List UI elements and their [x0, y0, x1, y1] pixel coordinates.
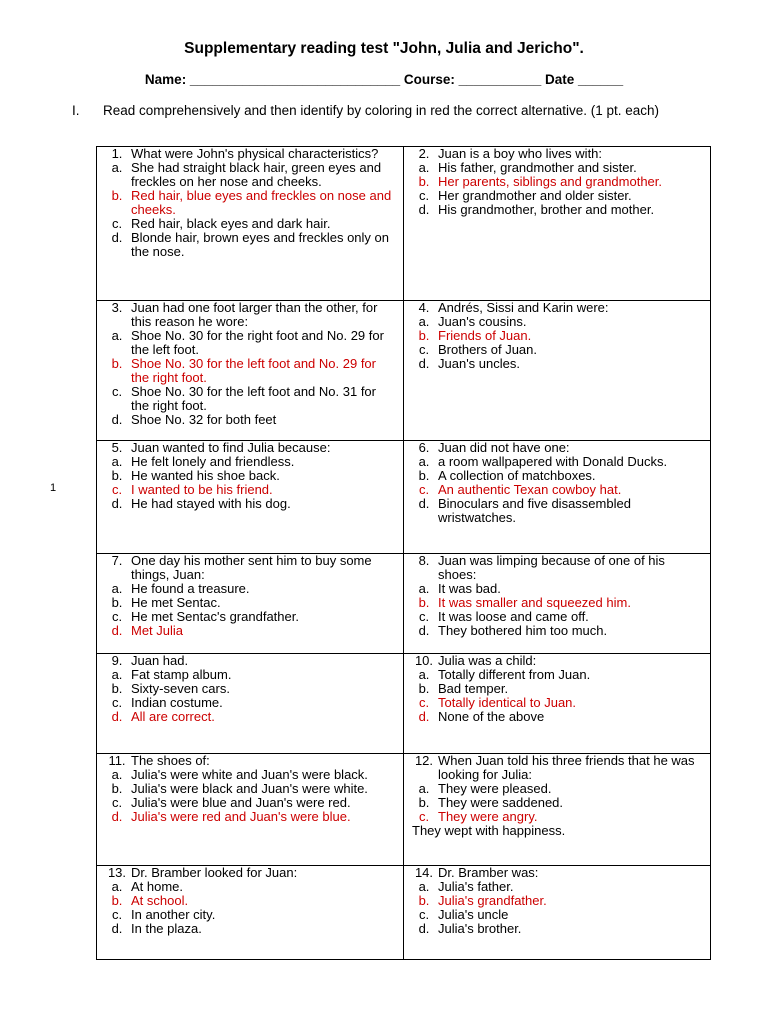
question-row [97, 554, 711, 654]
question-text: When Juan told his three friends that he was looking for Julia: [438, 753, 695, 782]
question-stem [410, 441, 704, 455]
option-label: a. [418, 581, 430, 596]
option-text: Shoe No. 30 for the left foot and No. 29 for the right foot. [131, 356, 376, 385]
answer-option [103, 596, 397, 610]
option-text: a room wallpapered with Donald Ducks. [438, 454, 668, 469]
option-text: His grandmother, brother and mother. [438, 202, 655, 217]
option-label: a. [111, 160, 123, 175]
option-text: Bad temper. [438, 681, 509, 696]
option-text: Red hair, black eyes and dark hair. [131, 216, 331, 231]
question-number: 11. [108, 753, 126, 768]
answer-option [410, 175, 704, 189]
option-text: Julia's brother. [438, 921, 522, 936]
option-label: d. [418, 623, 430, 638]
option-label: d. [418, 921, 430, 936]
answer-option [410, 483, 704, 497]
answer-option [103, 796, 397, 810]
question-number: 9. [111, 653, 123, 668]
option-label: d. [111, 921, 123, 936]
question-cell-9 [97, 654, 404, 754]
option-text: They were angry. [438, 809, 538, 824]
questions-table-body [97, 147, 711, 960]
option-text: Totally different from Juan. [438, 667, 591, 682]
option-text: Sixty-seven cars. [131, 681, 230, 696]
option-label: a. [418, 314, 430, 329]
question-number: 5. [111, 440, 123, 455]
questions-table [96, 146, 711, 960]
answer-option [410, 894, 704, 908]
question-text: Julia was a child: [438, 653, 537, 668]
option-label: b. [111, 468, 123, 483]
question-number: 8. [418, 553, 430, 568]
answer-option [103, 385, 397, 413]
question-cell-1 [97, 147, 404, 301]
option-label: c. [111, 695, 123, 710]
option-label: c. [418, 695, 430, 710]
option-text: Friends of Juan. [438, 328, 532, 343]
option-label: d. [418, 356, 430, 371]
question-cell-13 [97, 866, 404, 960]
option-text: Julia's grandfather. [438, 893, 547, 908]
question-stem [103, 866, 397, 880]
option-label: a. [418, 667, 430, 682]
answer-option [103, 610, 397, 624]
question-stem [103, 301, 397, 329]
option-text: They were saddened. [438, 795, 564, 810]
question-text: Juan had one foot larger than the other, for this reason he wore: [131, 300, 378, 329]
document-title: Supplementary reading test "John, Julia and Jericho". [184, 40, 584, 57]
option-text: Shoe No. 30 for the left foot and No. 31 for the right foot. [131, 384, 376, 413]
question-cell-2 [404, 147, 711, 301]
option-text: His father, grandmother and sister. [438, 160, 637, 175]
option-text: Julia's uncle [438, 907, 509, 922]
option-label: a. [418, 879, 430, 894]
answer-option [103, 624, 397, 638]
option-text: He had stayed with his dog. [131, 496, 291, 511]
option-label: a. [111, 767, 123, 782]
answer-option [410, 189, 704, 203]
question-number: 13. [107, 865, 127, 880]
option-text: Binoculars and five disassembled wristwatches. [438, 496, 631, 525]
question-stem [103, 754, 397, 768]
option-label: a. [111, 454, 123, 469]
option-label: b. [418, 174, 430, 189]
question-text: Juan was limping because of one of his shoes: [438, 553, 665, 582]
answer-option [410, 343, 704, 357]
answer-option [103, 894, 397, 908]
question-stem [410, 754, 704, 782]
option-text: At home. [131, 879, 184, 894]
answer-option [103, 497, 397, 511]
answer-option [410, 796, 704, 810]
option-label: b. [418, 328, 430, 343]
option-text: Julia's were black and Juan's were white. [131, 781, 368, 796]
option-text: Her grandmother and older sister. [438, 188, 632, 203]
option-label: b. [111, 595, 123, 610]
option-text: He found a treasure. [131, 581, 250, 596]
option-label: b. [111, 893, 123, 908]
question-row [97, 866, 711, 960]
option-label: b. [418, 595, 430, 610]
answer-option [410, 161, 704, 175]
option-label: c. [418, 188, 430, 203]
option-label: d. [111, 412, 123, 427]
option-label: b. [418, 795, 430, 810]
option-text: He met Sentac. [131, 595, 221, 610]
option-label: a. [111, 328, 123, 343]
option-label: a. [111, 879, 123, 894]
option-label: d. [418, 202, 430, 217]
answer-option [410, 455, 704, 469]
question-text: Juan did not have one: [438, 440, 570, 455]
option-label: b. [418, 681, 430, 696]
answer-option [103, 329, 397, 357]
option-text: Blonde hair, brown eyes and freckles only on the nose. [131, 230, 389, 259]
option-label: b. [111, 188, 123, 203]
question-cell-5 [97, 441, 404, 554]
option-label: d. [418, 496, 430, 511]
option-extra-text: They wept with happiness. [412, 823, 566, 838]
answer-option [103, 682, 397, 696]
question-row [97, 754, 711, 866]
option-label: b. [111, 356, 123, 371]
question-text: Dr. Bramber was: [438, 865, 539, 880]
question-cell-12 [404, 754, 711, 866]
question-row [97, 147, 711, 301]
option-label: d. [111, 496, 123, 511]
question-number: 6. [418, 440, 430, 455]
question-number: 1. [111, 146, 123, 161]
question-stem [410, 866, 704, 880]
option-text: In the plaza. [131, 921, 202, 936]
option-text: It was loose and came off. [438, 609, 589, 624]
answer-option [103, 469, 397, 483]
option-label: b. [111, 781, 123, 796]
option-label: c. [418, 809, 430, 824]
question-stem [103, 654, 397, 668]
option-label: c. [418, 342, 430, 357]
option-label: d. [111, 230, 123, 245]
question-cell-6 [404, 441, 711, 554]
answer-option [103, 455, 397, 469]
option-text: Shoe No. 30 for the right foot and No. 29 for the left foot. [131, 328, 384, 357]
option-text: It was smaller and squeezed him. [438, 595, 631, 610]
question-stem [410, 301, 704, 315]
answer-option [103, 357, 397, 385]
answer-option [410, 922, 704, 936]
question-text: One day his mother sent him to buy some things, Juan: [131, 553, 372, 582]
option-label: c. [111, 907, 123, 922]
answer-option [410, 782, 704, 796]
question-stem [103, 441, 397, 455]
answer-option [103, 161, 397, 189]
option-label: a. [111, 667, 123, 682]
answer-option [103, 710, 397, 724]
question-text: Juan had. [131, 653, 189, 668]
option-text: I wanted to be his friend. [131, 482, 273, 497]
answer-option [410, 710, 704, 724]
answer-option [410, 810, 704, 824]
answer-option [103, 189, 397, 217]
option-text: He met Sentac's grandfather. [131, 609, 299, 624]
option-label: c. [111, 384, 123, 399]
answer-option [103, 810, 397, 824]
option-text: Indian costume. [131, 695, 223, 710]
option-text: Julia's were blue and Juan's were red. [131, 795, 351, 810]
option-text: Shoe No. 32 for both feet [131, 412, 277, 427]
question-number: 10. [414, 653, 434, 668]
answer-option [410, 315, 704, 329]
answer-option [103, 922, 397, 936]
option-text: He felt lonely and friendless. [131, 454, 295, 469]
option-text: A collection of matchboxes. [438, 468, 596, 483]
answer-option [103, 696, 397, 710]
question-stem [410, 654, 704, 668]
option-label: c. [111, 609, 123, 624]
option-text: Julia's were white and Juan's were black. [131, 767, 368, 782]
option-text: Her parents, siblings and grandmother. [438, 174, 663, 189]
answer-option [103, 668, 397, 682]
option-text: They were pleased. [438, 781, 552, 796]
answer-option [103, 768, 397, 782]
instruction-text: Read comprehensively and then identify by coloring in red the correct alternative. (1 pt. each) [103, 103, 660, 118]
answer-option [103, 231, 397, 259]
question-text: The shoes of: [131, 753, 210, 768]
question-stem [410, 554, 704, 582]
answer-option [410, 682, 704, 696]
question-number: 4. [418, 300, 430, 315]
option-label: a. [418, 160, 430, 175]
option-text: An authentic Texan cowboy hat. [438, 482, 622, 497]
option-label: b. [418, 468, 430, 483]
answer-option [410, 908, 704, 922]
answer-option [410, 582, 704, 596]
answer-option [410, 357, 704, 371]
option-text: Totally identical to Juan. [438, 695, 577, 710]
question-text: Juan wanted to find Julia because: [131, 440, 331, 455]
option-text: All are correct. [131, 709, 215, 724]
option-text: In another city. [131, 907, 216, 922]
page-number: 1 [50, 482, 57, 494]
option-text: He wanted his shoe back. [131, 468, 280, 483]
answer-option [103, 413, 397, 427]
question-number: 2. [418, 146, 430, 161]
option-label: d. [111, 809, 123, 824]
question-row [97, 441, 711, 554]
answer-option [410, 880, 704, 894]
option-label: c. [418, 609, 430, 624]
question-cell-4 [404, 301, 711, 441]
option-label: c. [111, 216, 123, 231]
question-number: 14. [414, 865, 434, 880]
option-label: d. [111, 623, 123, 638]
option-label: d. [111, 709, 123, 724]
question-cell-14 [404, 866, 711, 960]
answer-option [103, 217, 397, 231]
option-text: Juan's cousins. [438, 314, 527, 329]
answer-option [410, 624, 704, 638]
option-text: Met Julia [131, 623, 184, 638]
answer-option [410, 497, 704, 525]
option-text: Brothers of Juan. [438, 342, 537, 357]
answer-option [410, 329, 704, 343]
option-text: Juan's uncles. [438, 356, 520, 371]
option-label: c. [111, 482, 123, 497]
option-text: Red hair, blue eyes and freckles on nose and cheeks. [131, 188, 392, 217]
answer-option [103, 908, 397, 922]
option-text: At school. [131, 893, 189, 908]
option-text: Julia's father. [438, 879, 514, 894]
option-label: c. [418, 907, 430, 922]
question-cell-8 [404, 554, 711, 654]
question-text: Juan is a boy who lives with: [438, 146, 603, 161]
answer-option [410, 668, 704, 682]
option-text: It was bad. [438, 581, 501, 596]
question-text: Dr. Bramber looked for Juan: [131, 865, 298, 880]
answer-option [410, 610, 704, 624]
question-row [97, 301, 711, 441]
answer-option [410, 696, 704, 710]
option-label: c. [418, 482, 430, 497]
answer-option [103, 582, 397, 596]
option-text: Fat stamp album. [131, 667, 232, 682]
option-label: d. [418, 709, 430, 724]
option-text: She had straight black hair, green eyes and freckles on her nose and cheeks. [131, 160, 382, 189]
question-number: 3. [111, 300, 123, 315]
option-label: a. [111, 581, 123, 596]
answer-option [103, 483, 397, 497]
answer-option [103, 880, 397, 894]
option-text: They bothered him too much. [438, 623, 608, 638]
option-label: a. [418, 454, 430, 469]
answer-option [410, 469, 704, 483]
question-cell-11 [97, 754, 404, 866]
question-cell-3 [97, 301, 404, 441]
question-cell-10 [404, 654, 711, 754]
option-label: b. [111, 681, 123, 696]
student-info-line: Name: ____________________________ Course: ___________ Date ______ [144, 72, 624, 87]
question-number: 12. [414, 753, 434, 768]
question-stem [103, 147, 397, 161]
question-text: Andrés, Sissi and Karin were: [438, 300, 609, 315]
question-cell-7 [97, 554, 404, 654]
question-number: 7. [111, 553, 123, 568]
question-row [97, 654, 711, 754]
option-text: Julia's were red and Juan's were blue. [131, 809, 351, 824]
question-stem [103, 554, 397, 582]
answer-option [103, 782, 397, 796]
option-label: c. [111, 795, 123, 810]
question-text: What were John's physical characteristics? [131, 146, 379, 161]
question-stem [410, 147, 704, 161]
option-text: None of the above [438, 709, 545, 724]
answer-option [410, 203, 704, 217]
option-label: a. [418, 781, 430, 796]
answer-option [410, 596, 704, 610]
instruction-number: I. [72, 103, 80, 118]
option-label: b. [418, 893, 430, 908]
